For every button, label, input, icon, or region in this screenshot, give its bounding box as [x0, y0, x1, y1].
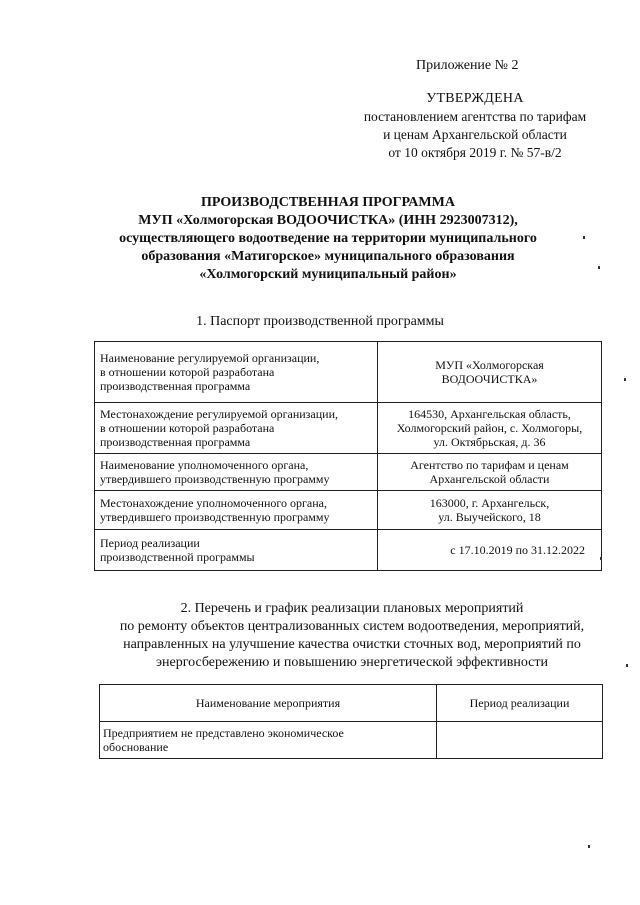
value-line: Агентство по тарифам и ценам [410, 458, 569, 472]
value-line: 164530, Архангельская область, [408, 407, 571, 421]
approval-line: от 10 октября 2019 г. № 57-в/2 [388, 145, 562, 160]
title-line: осуществляющего водоотведение на территории муниципального [119, 231, 537, 246]
table-row [95, 342, 602, 403]
approval-stamp [340, 90, 610, 162]
label-line: в отношении которой разработана [100, 421, 275, 435]
table-row [100, 722, 603, 759]
row-label [95, 403, 378, 454]
section2-heading [96, 600, 608, 672]
value-line: Архангельской области [429, 472, 550, 486]
table-header-row [100, 685, 603, 722]
label-line: утвердившего производственную программу [100, 510, 330, 524]
row-label [95, 530, 378, 571]
label-line: производственной программы [100, 550, 255, 564]
label-line: производственная программа [100, 379, 251, 393]
cell-line: обоснование [103, 740, 169, 754]
approved-label: УТВЕРЖДЕНА [426, 91, 524, 106]
measures-table [99, 684, 603, 759]
row-value [378, 491, 602, 530]
row-value [378, 403, 602, 454]
approval-line: и ценам Архангельской области [383, 127, 567, 142]
label-line: Наименование регулируемой организации, [100, 351, 320, 365]
title-line: «Холмогорский муниципальный район» [199, 267, 457, 282]
table-row [95, 491, 602, 530]
heading-line: направленных на улучшение качества очистки сточных вод, мероприятий по [123, 637, 581, 652]
appendix-number: Приложение № 2 [416, 58, 519, 73]
table-row [95, 454, 602, 491]
table-row [95, 530, 602, 571]
scan-speck [583, 236, 585, 239]
row-value [378, 454, 602, 491]
title-line: МУП «Холмогорская ВОДООЧИСТКА» (ИНН 2923007312), [138, 213, 518, 228]
scan-speck [598, 266, 600, 269]
heading-line: 2. Перечень и график реализации плановых мероприятий [180, 601, 524, 616]
scan-speck [588, 845, 590, 848]
label-line: производственная программа [100, 435, 251, 449]
row-label [95, 454, 378, 491]
measure-name-cell [100, 722, 437, 759]
document-title [80, 194, 576, 284]
table-row [95, 403, 602, 454]
label-line: Наименование уполномоченного органа, [100, 458, 309, 472]
value-line: МУП «Холмогорская [435, 358, 544, 372]
heading-line: энергосбережению и повышению энергетической эффективности [156, 655, 548, 670]
measure-period-cell [437, 722, 603, 759]
label-line: Период реализации [100, 536, 200, 550]
label-line: Местонахождение уполномоченного органа, [100, 496, 327, 510]
value-line: с 17.10.2019 по 31.12.2022 [450, 543, 585, 557]
row-label [95, 491, 378, 530]
label-line: в отношении которой разработана [100, 365, 275, 379]
approval-line: постановлением агентства по тарифам [363, 109, 587, 124]
section1-heading: 1. Паспорт производственной программы [196, 314, 444, 329]
label-line: Местонахождение регулируемой организации, [100, 407, 339, 421]
cell-line: Предприятием не представлено экономическое [103, 726, 344, 740]
column-header-name: Наименование мероприятия [100, 685, 437, 722]
row-value [378, 530, 602, 571]
passport-table [94, 341, 602, 571]
value-line: Холмогорский район, с. Холмогоры, [396, 421, 583, 435]
scan-speck [626, 664, 628, 667]
value-line: 163000, г. Архангельск, [429, 496, 550, 510]
row-label [95, 342, 378, 403]
scan-speck [624, 378, 626, 381]
value-line: ВОДООЧИСТКА» [441, 372, 538, 386]
row-value [378, 342, 602, 403]
title-line: ПРОИЗВОДСТВЕННАЯ ПРОГРАММА [201, 195, 455, 210]
scan-speck [600, 557, 602, 560]
title-line: образования «Матигорское» муниципального образования [141, 249, 515, 264]
value-line: ул. Октябрьская, д. 36 [433, 435, 546, 449]
label-line: утвердившего производственную программу [100, 472, 330, 486]
column-header-period: Период реализации [437, 685, 603, 722]
heading-line: по ремонту объектов централизованных систем водоотведения, мероприятий, [119, 619, 585, 634]
value-line: ул. Выучейского, 18 [438, 510, 541, 524]
